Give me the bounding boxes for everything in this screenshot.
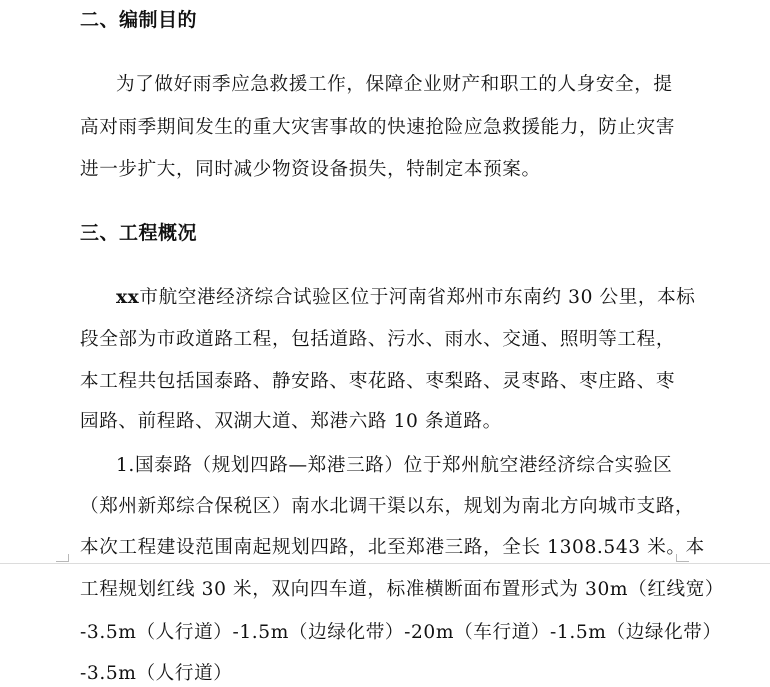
paragraph-line: （郑州新郑综合保税区）南水北调干渠以东，规划为南北方向城市支路，: [80, 496, 695, 517]
paragraph-line: [116, 283, 696, 309]
paragraph-line: 段全部为市政道路工程，包括道路、污水、雨水、交通、照明等工程，: [80, 329, 676, 350]
paragraph-line: 进一步扩大，同时减少物资设备损失，特制定本预案。: [80, 159, 541, 180]
paragraph-line: 为了做好雨季应急救援工作，保障企业财产和职工的人身安全，提: [116, 74, 673, 95]
paragraph-line: 本次工程建设范围南起规划四路，北至郑港三路，全长 1308.543 米。本: [80, 537, 705, 558]
paragraph-line: 1.国泰路（规划四路—郑港三路）位于郑州航空港经济综合实验区: [116, 455, 673, 476]
intro-text: 市航空港经济综合试验区位于河南省郑州市东南约 30 公里，本标: [139, 287, 696, 308]
paragraph-line: 本工程共包括国泰路、静安路、枣花路、枣梨路、灵枣路、枣庄路、枣: [80, 371, 676, 392]
section-heading-overview: 三、工程概况: [80, 222, 198, 244]
paragraph-line: -3.5m（人行道）: [80, 663, 233, 684]
paragraph-line: -3.5m（人行道）-1.5m（边绿化带）-20m（车行道）-1.5m（边绿化带）: [80, 622, 722, 643]
paragraph-line: 工程规划红线 30 米，双向四车道，标准横断面布置形式为 30m（红线宽）: [80, 579, 725, 600]
paragraph-line: 高对雨季期间发生的重大灾害事故的快速抢险应急救援能力，防止灾害: [80, 117, 676, 138]
project-prefix: xx: [116, 287, 140, 308]
section-heading-purpose: 二、编制目的: [80, 9, 198, 31]
crop-mark-left: [56, 554, 69, 562]
page-break-line: [0, 563, 770, 564]
crop-mark-right: [676, 554, 689, 562]
paragraph-line: 园路、前程路、双湖大道、郑港六路 10 条道路。: [80, 411, 502, 432]
